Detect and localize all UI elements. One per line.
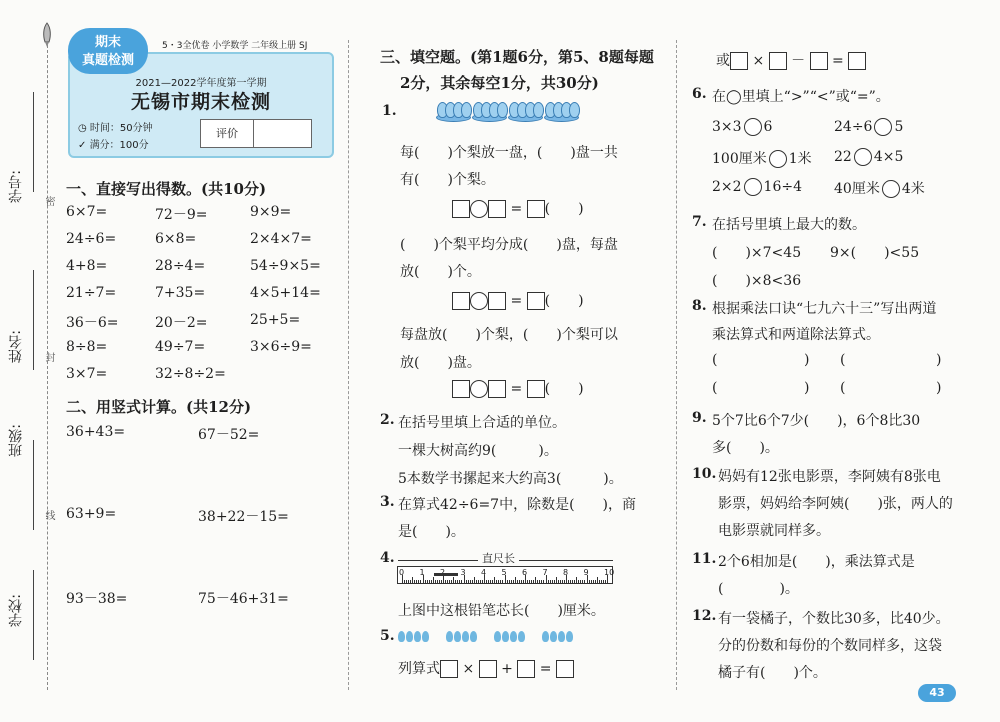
q1-line5: 每盘放( )个梨，( )个梨可以 — [400, 327, 618, 343]
ruler-tick — [478, 580, 479, 583]
compare-item — [712, 178, 802, 196]
label-name: 姓名: — [8, 330, 24, 363]
q1-line4: 放( )个。 — [400, 264, 481, 280]
q11-number: 11. — [692, 551, 717, 567]
math-item: 4×5+14= — [250, 285, 321, 301]
calc-item: 93－38= — [66, 591, 128, 607]
q3-line2: 是( )。 — [398, 524, 465, 540]
math-item: 6×7= — [66, 204, 108, 220]
series-info: 5・3全优卷 小学数学 二年级上册 SJ — [162, 41, 308, 51]
calc-item: 75－46+31= — [198, 591, 289, 607]
ruler-tick — [550, 580, 551, 583]
ruler-tick — [584, 580, 585, 583]
gourd-icon — [454, 631, 461, 642]
ruler-tick — [486, 580, 487, 583]
q10-line1: 妈妈有12张电影票，李阿姨有8张电 — [718, 469, 941, 485]
pear-icon — [497, 102, 508, 118]
compare-right: 4×5 — [873, 149, 904, 165]
ruler-tick — [574, 580, 575, 583]
q2-number: 2. — [380, 412, 395, 428]
ruler-tick — [556, 577, 557, 583]
ruler-tick — [427, 580, 428, 583]
gourd-icon — [462, 631, 469, 642]
ruler-tick — [560, 580, 561, 583]
ruler-tick — [420, 580, 421, 583]
ruler-tick — [582, 580, 583, 583]
ruler-tick-label: 1 — [419, 568, 425, 577]
ruler-tick — [543, 580, 544, 583]
math-item: 25+5= — [250, 312, 301, 328]
badge-line: 期末 — [94, 35, 121, 50]
compare-item — [834, 148, 903, 166]
ruler-tick — [418, 580, 419, 583]
calc-item: 36+43= — [66, 424, 126, 440]
compare-circle[interactable] — [769, 150, 787, 168]
ruler-tick — [404, 580, 405, 583]
math-item: 6×8= — [155, 231, 197, 247]
q3-number: 3. — [380, 494, 395, 510]
ruler-tick — [541, 580, 542, 583]
ruler-tick — [554, 580, 555, 583]
pear-plate — [472, 100, 505, 122]
ruler-tick — [562, 580, 563, 583]
q1-line2: 有( )个梨。 — [400, 172, 495, 188]
ruler-tick-label: 7 — [542, 568, 548, 577]
ruler-tick-label: 6 — [522, 568, 528, 577]
compare-right: 5 — [894, 119, 904, 135]
alt-prefix: 或 — [716, 53, 730, 69]
q1-line3: ( )个梨平均分成( )盘，每盘 — [400, 237, 618, 253]
compare-circle[interactable] — [744, 118, 762, 136]
pear-icon — [533, 102, 544, 118]
column-divider — [348, 40, 349, 690]
ruler-tick-label: 5 — [501, 568, 507, 577]
calc-item: 63+9= — [66, 506, 117, 522]
q7-item-1: ( )×7<45 — [712, 245, 802, 261]
ruler-tick — [490, 580, 491, 583]
ruler-tick — [548, 580, 549, 583]
section3-title: 三、填空题。(第1题6分，第5、8题每题 — [380, 48, 654, 66]
math-item: 2×4×7= — [250, 231, 312, 247]
pear-icon — [569, 102, 580, 118]
label-student-id: 学号: — [8, 170, 24, 203]
ruler-tick — [492, 580, 493, 583]
q2-line1: 在括号里填上合适的单位。 — [398, 415, 566, 431]
ruler-tick — [502, 580, 503, 583]
answer-box[interactable] — [730, 52, 748, 70]
ruler-tick — [580, 580, 581, 583]
compare-left: 2×2 — [712, 179, 742, 195]
ruler-tick — [531, 580, 532, 583]
page-number: 43 — [918, 684, 956, 702]
ruler-image — [397, 566, 613, 584]
compare-circle[interactable] — [874, 118, 892, 136]
ruler-tick — [523, 580, 524, 583]
math-item: 72－9= — [155, 207, 208, 223]
q1-line1: 每( )个梨放一盘，( )盘一共 — [400, 145, 618, 161]
pencil-lead — [434, 573, 458, 576]
operator-circle[interactable] — [470, 292, 488, 310]
gourd-icon — [406, 631, 413, 642]
q8-line1: 根据乘法口诀“七九六十三”写出两道 — [712, 301, 937, 317]
q10-line3: 电影票就同样多。 — [718, 523, 830, 539]
gourd-icon — [494, 631, 501, 642]
q6-number: 6. — [692, 86, 707, 102]
q9-line2: 多( )。 — [712, 440, 779, 456]
math-item: 3×6÷9= — [250, 339, 312, 355]
answer-box[interactable] — [488, 292, 506, 310]
q1-line6: 放( )盘。 — [400, 355, 481, 371]
gourd-icon — [422, 631, 429, 642]
answer-box[interactable] — [769, 52, 787, 70]
ruler-tick — [447, 580, 448, 583]
ruler-tick — [437, 580, 438, 583]
compare-right: 6 — [763, 119, 773, 135]
answer-box[interactable] — [452, 200, 470, 218]
column-divider — [676, 40, 677, 690]
q5-number: 5. — [380, 628, 395, 644]
answer-box[interactable] — [848, 52, 866, 70]
ruler-tick — [578, 580, 579, 583]
answer-box[interactable] — [479, 660, 497, 678]
q11-line1: 2个6相加是( )，乘法算式是 — [718, 554, 915, 570]
ruler-tick — [576, 577, 577, 583]
q4-number: 4. — [380, 550, 395, 566]
ruler-tick — [461, 580, 462, 583]
q8-number: 8. — [692, 298, 707, 314]
ruler-tick — [466, 580, 467, 583]
compare-right: 4米 — [901, 181, 925, 197]
ruler-tick — [412, 577, 413, 583]
ruler-tick — [521, 580, 522, 583]
gourd-icon — [558, 631, 565, 642]
ruler-tick — [509, 580, 510, 583]
ruler-tick — [498, 580, 499, 583]
ruler-tick — [455, 580, 456, 583]
pear-plate — [508, 100, 541, 122]
binding-dash-line — [47, 40, 48, 690]
answer-box[interactable] — [440, 660, 458, 678]
compare-left: 40厘米 — [834, 181, 880, 197]
q9-line1: 5个7比6个7少( )，6个8比30 — [712, 413, 921, 429]
q3-line1: 在算式42÷6=7中，除数是( )，商 — [398, 497, 637, 513]
math-item: 4+8= — [66, 258, 108, 274]
seal-mark: 线 — [43, 510, 54, 520]
gourd-icon — [446, 631, 453, 642]
ruler-tick — [433, 577, 434, 583]
gourd-icon — [502, 631, 509, 642]
label-school: 学校: — [8, 594, 24, 627]
exam-title: 无锡市期末检测 — [130, 91, 271, 113]
ruler-tick — [564, 580, 565, 583]
badge-line: 真题检测 — [81, 53, 134, 68]
q1-equation-3: = ( ) — [452, 378, 584, 398]
answer-box[interactable] — [527, 292, 545, 310]
ruler-tick — [457, 580, 458, 583]
ruler-tick — [517, 580, 518, 583]
calc-item: 67－52= — [198, 427, 260, 443]
compare-item — [712, 148, 812, 168]
ruler-tick — [496, 580, 497, 583]
answer-box[interactable] — [527, 200, 545, 218]
ruler-tick — [595, 580, 596, 583]
exam-time: ◷ 时间：50分钟 — [78, 123, 153, 134]
ruler-tick — [482, 580, 483, 583]
answer-box[interactable] — [527, 380, 545, 398]
ruler-tick — [480, 580, 481, 583]
school-year: 2021—2022学年度第一学期 — [135, 78, 267, 89]
ruler-tick-label: 3 — [460, 568, 466, 577]
answer-box[interactable] — [452, 380, 470, 398]
name-line — [33, 270, 34, 370]
math-item: 28÷4= — [155, 258, 206, 274]
pear-plate — [436, 100, 469, 122]
ruler-tick — [529, 580, 530, 583]
q6-title: 在◯里填上“>”“<”或“=”。 — [712, 89, 890, 105]
compare-right: 16÷4 — [763, 179, 802, 195]
ruler-tick — [601, 580, 602, 583]
ruler-tick — [431, 580, 432, 583]
section1-title: 一、直接写出得数。(共10分) — [66, 180, 267, 198]
ruler-tick — [552, 580, 553, 583]
pear-icon — [461, 102, 472, 118]
q5-equation: 列算式 × + = — [398, 658, 574, 678]
ruler-tick — [476, 580, 477, 583]
ruler-tick — [570, 580, 571, 583]
ruler-tick-label: 10 — [604, 568, 615, 577]
compare-right: 1米 — [788, 151, 812, 167]
ruler-tick — [425, 580, 426, 583]
evaluation-label: 评价 — [201, 120, 254, 147]
ruler-tick — [416, 580, 417, 583]
compare-circle[interactable] — [854, 148, 872, 166]
q12-line1: 有一袋橘子，个数比30多，比40少。 — [718, 611, 950, 627]
compare-left: 24÷6 — [834, 119, 873, 135]
ruler-tick — [429, 580, 430, 583]
gourd-group — [494, 628, 526, 644]
math-item: 21÷7= — [66, 285, 117, 301]
q10-line2: 影票，妈妈给李阿姨( )张，两人的 — [718, 496, 953, 512]
answer-box[interactable] — [810, 52, 828, 70]
gourd-icon — [414, 631, 421, 642]
compare-circle[interactable] — [882, 180, 900, 198]
ruler-tick-label: 4 — [481, 568, 487, 577]
final-exam-badge — [68, 28, 148, 74]
ruler-tick — [439, 580, 440, 583]
q11-line2: ( )。 — [718, 581, 799, 597]
compare-left: 100厘米 — [712, 151, 767, 167]
ruler-tick — [511, 580, 512, 583]
class-line — [33, 440, 34, 530]
q4-line1: 上图中这根铅笔芯长( )厘米。 — [398, 603, 605, 619]
compare-left: 22 — [834, 149, 852, 165]
math-item: 20－2= — [155, 315, 208, 331]
seal-mark: 密 — [43, 196, 54, 206]
math-item: 9×9= — [250, 204, 292, 220]
ruler-tick — [507, 580, 508, 583]
ruler-tick — [408, 580, 409, 583]
q1-equation-2: = ( ) — [452, 290, 584, 310]
ruler-tick — [494, 577, 495, 583]
pear-plate — [544, 100, 577, 122]
ruler-tick — [539, 580, 540, 583]
ruler-tick — [597, 577, 598, 583]
math-item: 7+35= — [155, 285, 206, 301]
compare-circle[interactable] — [744, 178, 762, 196]
gourd-icon — [398, 631, 405, 642]
q12-line2: 分的份数和每份的个数同样多，这袋 — [718, 638, 942, 654]
gourd-icon — [566, 631, 573, 642]
gourd-group — [542, 628, 574, 644]
gourd-icon — [542, 631, 549, 642]
ruler-tick — [593, 580, 594, 583]
ruler-tick — [410, 580, 411, 583]
calc-item: 38+22－15= — [198, 509, 289, 525]
ruler-length-label: 直尺长 — [478, 550, 519, 566]
answer-box[interactable] — [452, 292, 470, 310]
ruler-tick — [449, 580, 450, 583]
compare-item — [712, 118, 772, 136]
ruler-tick — [468, 580, 469, 583]
math-item: 3×7= — [66, 366, 108, 382]
ruler-tick — [445, 580, 446, 583]
math-item: 54÷9×5= — [250, 258, 321, 274]
ruler-tick-label: 8 — [563, 568, 569, 577]
ruler-tick — [515, 577, 516, 583]
ruler-tick — [533, 580, 534, 583]
math-item: 24÷6= — [66, 231, 117, 247]
q9-number: 9. — [692, 410, 707, 426]
ruler-tick — [470, 580, 471, 583]
answer-box[interactable] — [517, 660, 535, 678]
gourd-group — [398, 628, 430, 644]
q12-number: 12. — [692, 608, 717, 624]
q7-title: 在括号里填上最大的数。 — [712, 217, 866, 233]
ruler-tick — [513, 580, 514, 583]
ruler-tick — [535, 577, 536, 583]
ruler-tick — [414, 580, 415, 583]
q7-item-2: 9×( )<55 — [830, 245, 920, 261]
q5-label: 列算式 — [398, 661, 440, 677]
ruler-tick — [568, 580, 569, 583]
ruler-tick — [488, 580, 489, 583]
operator-circle[interactable] — [470, 200, 488, 218]
ruler-tick — [406, 580, 407, 583]
ruler-tick — [603, 580, 604, 583]
section3-title-cont: 2分，其余每空1分，共30分) — [400, 74, 599, 92]
ruler-tick — [500, 580, 501, 583]
ruler-tick — [519, 580, 520, 583]
answer-box[interactable] — [488, 380, 506, 398]
compare-left: 3×3 — [712, 119, 742, 135]
section2-title: 二、用竖式计算。(共12分) — [66, 398, 252, 416]
ruler-tick — [558, 580, 559, 583]
exam-full-score: ✓ 满分：100分 — [78, 140, 149, 151]
q7-item-3: ( )×8<36 — [712, 273, 802, 289]
q12-line3: 橘子有( )个。 — [718, 665, 827, 681]
gourd-icon — [550, 631, 557, 642]
gourd-icon — [470, 631, 477, 642]
ruler-tick — [589, 580, 590, 583]
ruler-tick-label: 0 — [399, 568, 405, 577]
gourd-icon — [510, 631, 517, 642]
ruler-tick — [451, 580, 452, 583]
q10-number: 10. — [692, 466, 717, 482]
gourd-group — [446, 628, 478, 644]
q2-line2: 一棵大树高约9( )。 — [398, 443, 558, 459]
answer-box[interactable] — [556, 660, 574, 678]
ruler-tick — [527, 580, 528, 583]
evaluation-box[interactable] — [200, 119, 312, 148]
school-line — [33, 570, 34, 660]
q1-equation-1: = ( ) — [452, 198, 584, 218]
ruler-tick — [591, 580, 592, 583]
ruler-tick — [459, 580, 460, 583]
ruler-tick — [537, 580, 538, 583]
math-item: 8÷8= — [66, 339, 108, 355]
pear-plates-image — [436, 100, 580, 126]
q7-number: 7. — [692, 214, 707, 230]
ruler-tick-label: 9 — [583, 568, 589, 577]
operator-circle[interactable] — [470, 380, 488, 398]
ruler-tick — [605, 580, 606, 583]
compare-item — [834, 118, 903, 136]
student-id-line — [33, 92, 34, 192]
math-item: 49÷7= — [155, 339, 206, 355]
gourd-groups-image — [398, 628, 574, 644]
ruler-tick — [599, 580, 600, 583]
q2-line3: 5本数学书摞起来大约高3( )。 — [398, 471, 623, 487]
label-class: 班级: — [8, 424, 24, 457]
seal-mark: 封 — [43, 352, 54, 362]
compare-item — [834, 178, 925, 198]
q5-alt-equation: 或 × － = — [716, 50, 866, 70]
gourd-icon — [518, 631, 525, 642]
answer-box[interactable] — [488, 200, 506, 218]
math-item: 36－6= — [66, 315, 119, 331]
math-item: 32÷8÷2= — [155, 366, 226, 382]
ruler-tick — [474, 577, 475, 583]
ruler-tick — [453, 577, 454, 583]
q8-line2: 乘法算式和两道除法算式。 — [712, 327, 880, 343]
rocket-icon — [40, 22, 54, 48]
ruler-tick — [441, 580, 442, 583]
ruler-tick — [435, 580, 436, 583]
q1-number: 1. — [382, 103, 397, 119]
ruler-tick — [572, 580, 573, 583]
ruler-tick — [472, 580, 473, 583]
